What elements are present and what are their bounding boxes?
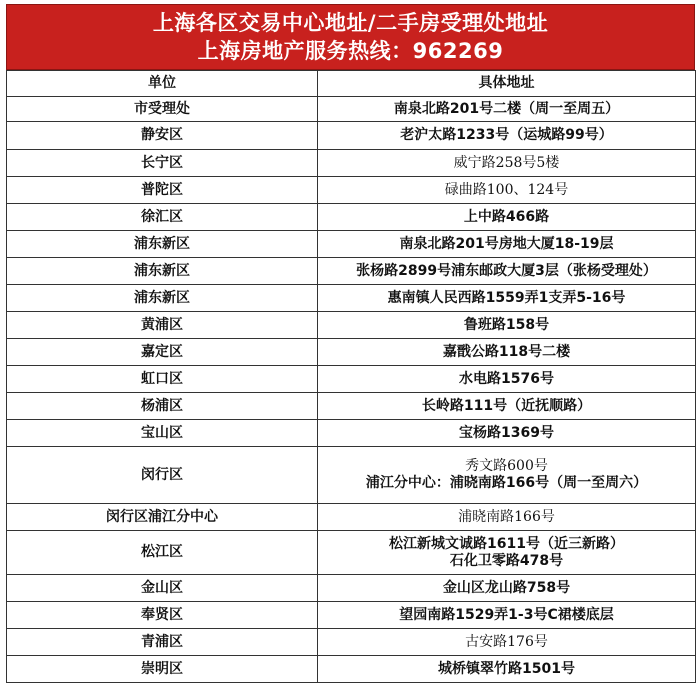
address-line: 水电路1576号 bbox=[459, 370, 554, 387]
unit-cell: 浦东新区 bbox=[7, 258, 318, 285]
address-line: 城桥镇翠竹路1501号 bbox=[438, 660, 575, 677]
address-line: 金山区龙山路758号 bbox=[442, 579, 571, 596]
address-cell bbox=[318, 629, 696, 656]
table-row bbox=[7, 150, 696, 177]
table-row bbox=[7, 420, 696, 447]
address-cell bbox=[318, 122, 696, 150]
address-line: 鲁班路158号 bbox=[463, 316, 550, 333]
document bbox=[6, 4, 695, 683]
unit-cell: 奉贤区 bbox=[7, 602, 318, 629]
unit-cell: 静安区 bbox=[7, 122, 318, 150]
address-cell bbox=[318, 285, 696, 312]
table-header-row bbox=[7, 71, 696, 97]
address-cell bbox=[318, 504, 696, 531]
address-line: 望园南路1529弄1-3号C裙楼底层 bbox=[399, 606, 614, 623]
table-row bbox=[7, 258, 696, 285]
table-row bbox=[7, 531, 696, 575]
address-line: 威宁路258号5楼 bbox=[453, 154, 560, 171]
unit-cell: 青浦区 bbox=[7, 629, 318, 656]
unit-cell: 松江区 bbox=[7, 531, 318, 575]
table-row bbox=[7, 629, 696, 656]
address-line: 张杨路2899号浦东邮政大厦3层（张杨受理处） bbox=[356, 262, 657, 279]
address-cell bbox=[318, 231, 696, 258]
unit-cell: 徐汇区 bbox=[7, 204, 318, 231]
unit-cell: 闵行区浦江分中心 bbox=[7, 504, 318, 531]
table-row bbox=[7, 656, 696, 683]
table-row bbox=[7, 366, 696, 393]
unit-cell: 嘉定区 bbox=[7, 339, 318, 366]
table-row bbox=[7, 312, 696, 339]
address-line: 石化卫零路478号 bbox=[449, 552, 564, 569]
address-cell bbox=[318, 602, 696, 629]
column-header-address: 具体地址 bbox=[318, 71, 696, 97]
address-line: 南泉北路201号房地大厦18-19层 bbox=[399, 235, 614, 252]
table-row bbox=[7, 602, 696, 629]
unit-cell: 金山区 bbox=[7, 575, 318, 602]
table-row bbox=[7, 177, 696, 204]
unit-cell: 杨浦区 bbox=[7, 393, 318, 420]
address-table bbox=[6, 70, 696, 683]
address-cell bbox=[318, 177, 696, 204]
table-row bbox=[7, 393, 696, 420]
table-row bbox=[7, 575, 696, 602]
unit-cell: 浦东新区 bbox=[7, 231, 318, 258]
address-cell bbox=[318, 656, 696, 683]
address-line: 南泉北路201号二楼（周一至周五） bbox=[393, 100, 620, 117]
address-line: 古安路176号 bbox=[465, 633, 548, 650]
column-header-unit: 单位 bbox=[7, 71, 318, 97]
address-cell bbox=[318, 312, 696, 339]
address-cell bbox=[318, 393, 696, 420]
table-row bbox=[7, 204, 696, 231]
unit-cell: 普陀区 bbox=[7, 177, 318, 204]
table-row bbox=[7, 339, 696, 366]
unit-cell: 闵行区 bbox=[7, 447, 318, 504]
unit-cell: 黄浦区 bbox=[7, 312, 318, 339]
address-cell bbox=[318, 204, 696, 231]
unit-cell: 崇明区 bbox=[7, 656, 318, 683]
table-row bbox=[7, 122, 696, 150]
table-row bbox=[7, 285, 696, 312]
address-cell bbox=[318, 339, 696, 366]
address-line: 嘉戬公路118号二楼 bbox=[442, 343, 571, 360]
table-row bbox=[7, 231, 696, 258]
address-cell bbox=[318, 97, 696, 122]
address-cell bbox=[318, 420, 696, 447]
address-line: 长岭路111号（近抚顺路） bbox=[421, 397, 592, 414]
banner-title: 上海各区交易中心地址/二手房受理处地址 bbox=[152, 11, 549, 35]
address-line: 浦江分中心：浦晓南路166号（周一至周六） bbox=[365, 475, 648, 491]
address-cell bbox=[318, 531, 696, 575]
address-line: 上中路466路 bbox=[463, 208, 550, 225]
address-cell bbox=[318, 366, 696, 393]
unit-cell: 浦东新区 bbox=[7, 285, 318, 312]
address-cell bbox=[318, 447, 696, 504]
address-cell bbox=[318, 575, 696, 602]
address-line: 秀文路600号 bbox=[465, 458, 548, 474]
address-line: 惠南镇人民西路1559弄1支弄5-16号 bbox=[387, 289, 626, 306]
unit-cell: 长宁区 bbox=[7, 150, 318, 177]
table-row bbox=[7, 447, 696, 504]
unit-cell: 市受理处 bbox=[7, 97, 318, 122]
title-banner bbox=[6, 4, 695, 70]
address-line: 松江新城文诚路1611号（近三新路） bbox=[389, 535, 624, 552]
unit-cell: 宝山区 bbox=[7, 420, 318, 447]
address-line: 浦晓南路166号 bbox=[458, 508, 555, 525]
table-row bbox=[7, 97, 696, 122]
table-body bbox=[7, 97, 696, 683]
address-cell bbox=[318, 150, 696, 177]
address-cell bbox=[318, 258, 696, 285]
address-line: 碌曲路100、124号 bbox=[444, 181, 569, 198]
address-line: 老沪太路1233号（运城路99号） bbox=[400, 127, 613, 143]
banner-hotline: 上海房地产服务热线：962269 bbox=[197, 39, 504, 63]
unit-cell: 虹口区 bbox=[7, 366, 318, 393]
address-line: 宝杨路1369号 bbox=[459, 424, 554, 441]
table-row bbox=[7, 504, 696, 531]
